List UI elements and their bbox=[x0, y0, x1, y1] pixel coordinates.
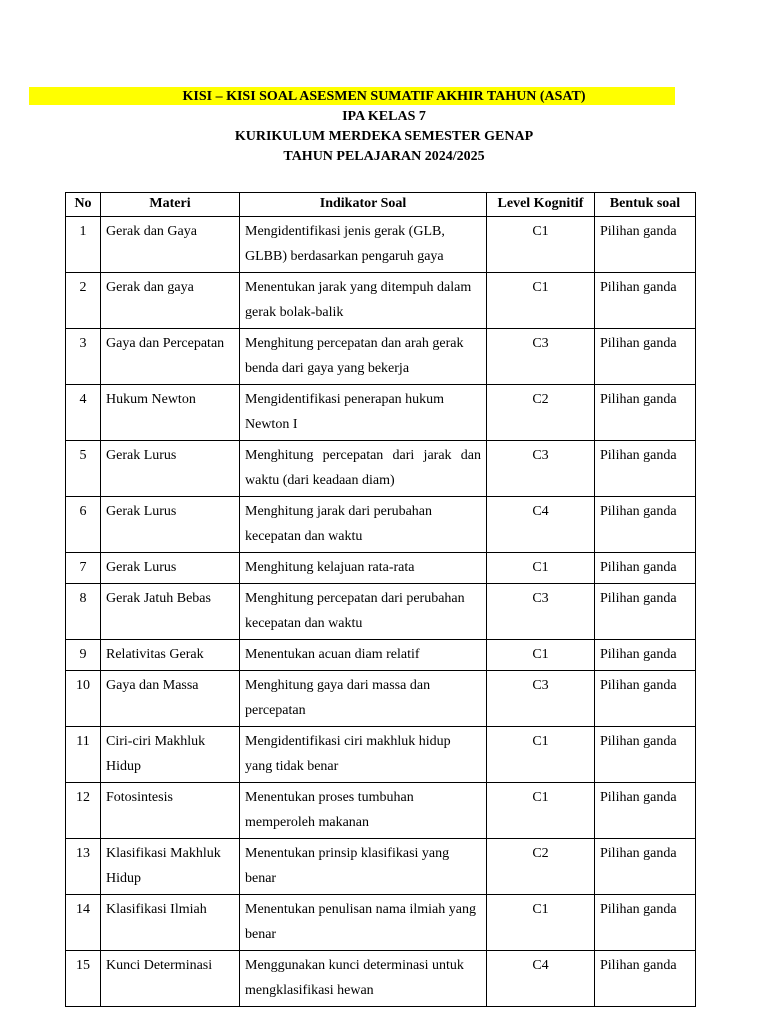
cell-level: C1 bbox=[487, 783, 595, 839]
cell-materi: Gaya dan Massa bbox=[101, 671, 240, 727]
cell-bentuk: Pilihan ganda bbox=[595, 895, 696, 951]
cell-no: 14 bbox=[66, 895, 101, 951]
cell-level: C3 bbox=[487, 584, 595, 640]
table-row bbox=[66, 895, 696, 951]
table-row bbox=[66, 951, 696, 1007]
column-header-level: Level Kognitif bbox=[487, 193, 595, 217]
cell-materi: Gerak dan gaya bbox=[101, 273, 240, 329]
cell-no: 8 bbox=[66, 584, 101, 640]
cell-indikator: Menggunakan kunci determinasi untuk mengklasifikasi hewan bbox=[240, 951, 487, 1007]
cell-bentuk: Pilihan ganda bbox=[595, 497, 696, 553]
cell-no: 15 bbox=[66, 951, 101, 1007]
column-header-bentuk: Bentuk soal bbox=[595, 193, 696, 217]
cell-indikator: Menghitung percepatan dari jarak dan waktu (dari keadaan diam) bbox=[240, 441, 487, 497]
cell-level: C3 bbox=[487, 671, 595, 727]
cell-bentuk: Pilihan ganda bbox=[595, 329, 696, 385]
cell-no: 1 bbox=[66, 217, 101, 273]
cell-level: C1 bbox=[487, 217, 595, 273]
cell-no: 4 bbox=[66, 385, 101, 441]
cell-bentuk: Pilihan ganda bbox=[595, 217, 696, 273]
cell-level: C4 bbox=[487, 497, 595, 553]
cell-bentuk: Pilihan ganda bbox=[595, 273, 696, 329]
cell-level: C2 bbox=[487, 385, 595, 441]
table-row bbox=[66, 783, 696, 839]
cell-indikator: Menghitung jarak dari perubahan kecepatan dan waktu bbox=[240, 497, 487, 553]
cell-indikator: Menghitung percepatan dan arah gerak benda dari gaya yang bekerja bbox=[240, 329, 487, 385]
cell-materi: Relativitas Gerak bbox=[101, 640, 240, 671]
cell-indikator: Menghitung gaya dari massa dan percepatan bbox=[240, 671, 487, 727]
table-row bbox=[66, 553, 696, 584]
cell-level: C1 bbox=[487, 727, 595, 783]
subtitle-curriculum: KURIKULUM MERDEKA SEMESTER GENAP bbox=[234, 129, 534, 144]
cell-no: 10 bbox=[66, 671, 101, 727]
cell-indikator: Menentukan acuan diam relatif bbox=[240, 640, 487, 671]
cell-no: 7 bbox=[66, 553, 101, 584]
cell-materi: Gerak Lurus bbox=[101, 497, 240, 553]
table-row bbox=[66, 217, 696, 273]
column-header-materi: Materi bbox=[101, 193, 240, 217]
cell-no: 11 bbox=[66, 727, 101, 783]
table-row bbox=[66, 385, 696, 441]
cell-materi: Ciri-ciri Makhluk Hidup bbox=[101, 727, 240, 783]
cell-bentuk: Pilihan ganda bbox=[595, 839, 696, 895]
cell-no: 9 bbox=[66, 640, 101, 671]
cell-materi: Klasifikasi Ilmiah bbox=[101, 895, 240, 951]
cell-level: C1 bbox=[487, 273, 595, 329]
title-text: KISI – KISI SOAL ASESMEN SUMATIF AKHIR TAHUN (ASAT) bbox=[182, 89, 586, 104]
cell-no: 12 bbox=[66, 783, 101, 839]
cell-indikator: Menentukan jarak yang ditempuh dalam gerak bolak-balik bbox=[240, 273, 487, 329]
subtitle-year: TAHUN PELAJARAN 2024/2025 bbox=[283, 149, 485, 164]
cell-level: C2 bbox=[487, 839, 595, 895]
cell-materi: Gerak dan Gaya bbox=[101, 217, 240, 273]
cell-indikator: Menentukan penulisan nama ilmiah yang benar bbox=[240, 895, 487, 951]
cell-no: 2 bbox=[66, 273, 101, 329]
cell-no: 3 bbox=[66, 329, 101, 385]
column-header-indikator: Indikator Soal bbox=[240, 193, 487, 217]
cell-no: 5 bbox=[66, 441, 101, 497]
cell-no: 6 bbox=[66, 497, 101, 553]
cell-materi: Klasifikasi Makhluk Hidup bbox=[101, 839, 240, 895]
cell-indikator: Mengidentifikasi penerapan hukum Newton I bbox=[240, 385, 487, 441]
table-row bbox=[66, 839, 696, 895]
cell-bentuk: Pilihan ganda bbox=[595, 671, 696, 727]
cell-indikator: Menentukan proses tumbuhan memperoleh makanan bbox=[240, 783, 487, 839]
table-row bbox=[66, 584, 696, 640]
table-row bbox=[66, 273, 696, 329]
table-row bbox=[66, 441, 696, 497]
cell-bentuk: Pilihan ganda bbox=[595, 441, 696, 497]
cell-indikator: Menentukan prinsip klasifikasi yang benar bbox=[240, 839, 487, 895]
cell-indikator: Mengidentifikasi ciri makhluk hidup yang tidak benar bbox=[240, 727, 487, 783]
cell-bentuk: Pilihan ganda bbox=[595, 640, 696, 671]
cell-materi: Kunci Determinasi bbox=[101, 951, 240, 1007]
column-header-no: No bbox=[66, 193, 101, 217]
table-row bbox=[66, 497, 696, 553]
cell-level: C1 bbox=[487, 895, 595, 951]
cell-level: C1 bbox=[487, 553, 595, 584]
table-header-row bbox=[66, 193, 696, 217]
cell-level: C4 bbox=[487, 951, 595, 1007]
cell-materi: Gaya dan Percepatan bbox=[101, 329, 240, 385]
cell-indikator: Menghitung kelajuan rata-rata bbox=[240, 553, 487, 584]
cell-bentuk: Pilihan ganda bbox=[595, 951, 696, 1007]
cell-no: 13 bbox=[66, 839, 101, 895]
cell-bentuk: Pilihan ganda bbox=[595, 584, 696, 640]
table-row bbox=[66, 671, 696, 727]
document-header bbox=[0, 87, 768, 167]
cell-bentuk: Pilihan ganda bbox=[595, 727, 696, 783]
table-row bbox=[66, 329, 696, 385]
cell-bentuk: Pilihan ganda bbox=[595, 783, 696, 839]
table-body bbox=[66, 217, 696, 1007]
cell-bentuk: Pilihan ganda bbox=[595, 553, 696, 584]
table-row bbox=[66, 727, 696, 783]
table-row bbox=[66, 640, 696, 671]
cell-level: C3 bbox=[487, 329, 595, 385]
cell-bentuk: Pilihan ganda bbox=[595, 385, 696, 441]
cell-materi: Hukum Newton bbox=[101, 385, 240, 441]
cell-indikator: Mengidentifikasi jenis gerak (GLB, GLBB) berdasarkan pengaruh gaya bbox=[240, 217, 487, 273]
cell-materi: Gerak Lurus bbox=[101, 553, 240, 584]
cell-level: C1 bbox=[487, 640, 595, 671]
title-line bbox=[0, 87, 768, 107]
cell-indikator: Menghitung percepatan dari perubahan kecepatan dan waktu bbox=[240, 584, 487, 640]
cell-materi: Gerak Lurus bbox=[101, 441, 240, 497]
kisi-table bbox=[65, 192, 696, 1007]
cell-level: C3 bbox=[487, 441, 595, 497]
cell-materi: Gerak Jatuh Bebas bbox=[101, 584, 240, 640]
cell-materi: Fotosintesis bbox=[101, 783, 240, 839]
subtitle-class: IPA KELAS 7 bbox=[342, 109, 426, 124]
